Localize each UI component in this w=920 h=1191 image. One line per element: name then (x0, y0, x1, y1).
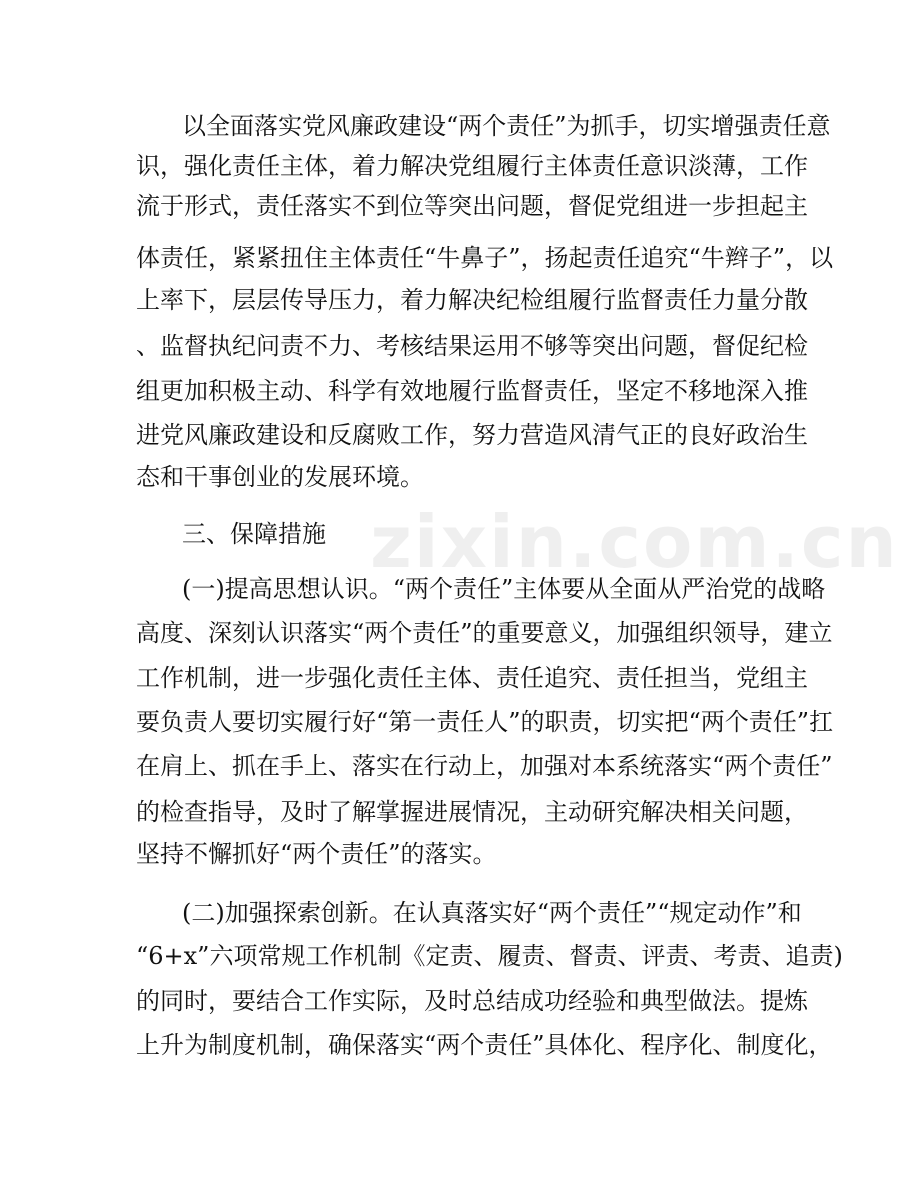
paragraph-1-line-2: 识，强化责任主体，着力解决党组履行主体责任意识淡薄，工作 (136, 152, 808, 180)
paragraph-2-line-1: (一)提高思想认识。“两个责任”主体要从全面从严治党的战略 (182, 575, 826, 603)
paragraph-3-line-4: 上升为制度机制，确保落实“两个责任”具体化、程序化、制度化， (136, 1031, 833, 1059)
paragraph-3-line-3: 的同时，要结合工作实际，及时总结成功经验和典型做法。提炼 (136, 987, 808, 1015)
paragraph-1-line-9: 态和干事创业的发展环境。 (136, 463, 424, 491)
paragraph-1-line-8: 进党风廉政建设和反腐败工作，努力营造风清气正的良好政治生 (136, 421, 808, 449)
paragraph-1-line-3: 流于形式，责任落实不到位等突出问题，督促党组进一步担起主 (136, 192, 808, 220)
watermark: zixin.com.cn (370, 500, 899, 584)
paragraph-1-line-6: 、监督执纪问责不力、考核结果运用不够等突出问题，督促纪检 (136, 332, 808, 360)
paragraph-1-line-5: 上率下，层层传导压力，着力解决纪检组履行监督责任力量分散 (136, 286, 808, 314)
paragraph-3-line-2: “6+x”六项常规工作机制《定责、履责、督责、评责、考责、追责) (136, 942, 843, 970)
paragraph-2-line-7: 坚持不懈抓好“两个责任”的落实。 (136, 840, 497, 868)
section-heading: 三、保障措施 (182, 520, 326, 548)
paragraph-2-line-3: 工作机制，进一步强化责任主体、责任追究、责任担当，党组主 (136, 664, 808, 692)
paragraph-1-line-4: 体责任，紧紧扭住主体责任“牛鼻子”，扬起责任追究“牛辫子”，以 (136, 244, 834, 272)
paragraph-2-line-4: 要负责人要切实履行好“第一责任人”的职责，切实把“两个责任”扛 (136, 708, 834, 736)
paragraph-3-line-1: (二)加强探索创新。在认真落实好“两个责任”“规定动作”和 (182, 899, 802, 927)
paragraph-2-line-5: 在肩上、抓在手上、落实在行动上，加强对本系统落实“两个责任” (136, 752, 833, 780)
paragraph-2-line-2: 高度、深刻认识落实“两个责任”的重要意义，加强组织领导，建立 (136, 619, 833, 647)
paragraph-2-line-6: 的检查指导，及时了解掌握进展情况，主动研究解决相关问题， (136, 798, 808, 826)
paragraph-1-line-7: 组更加积极主动、科学有效地履行监督责任，坚定不移地深入推 (136, 377, 808, 405)
paragraph-1-line-1: 以全面落实党风廉政建设“两个责任”为抓手，切实增强责任意 (182, 112, 831, 140)
